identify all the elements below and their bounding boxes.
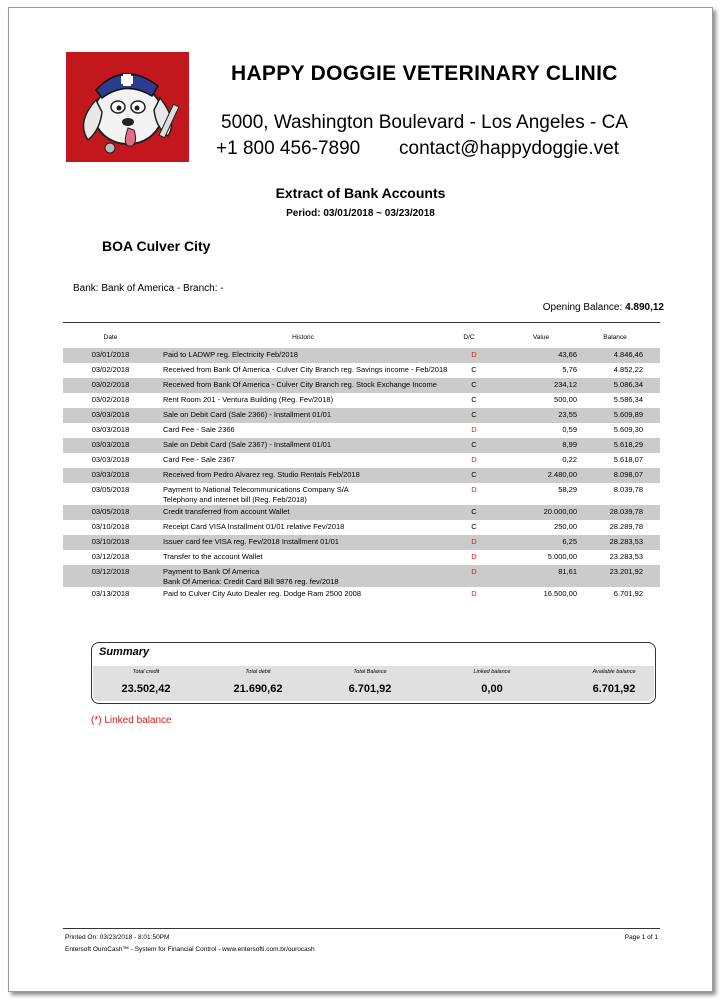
row-date: 03/03/2018	[91, 470, 130, 479]
summary-total-credit	[91, 669, 201, 695]
table-row	[63, 408, 660, 423]
total-credit-label: Total credit	[132, 669, 160, 675]
row-historic	[158, 394, 453, 405]
table-body	[63, 348, 660, 602]
summary-linked-balance	[437, 669, 547, 695]
row-date: 03/10/2018	[91, 537, 130, 546]
row-balance: 5.609,89	[613, 410, 643, 419]
linked-balance-value: 0,00	[481, 683, 503, 695]
opening-balance	[543, 302, 664, 313]
row-value: 23,55	[558, 410, 577, 419]
row-date: 03/03/2018	[91, 440, 130, 449]
row-date: 03/02/2018	[91, 365, 130, 374]
row-date: 03/05/2018	[91, 507, 130, 516]
row-dc: C	[471, 522, 477, 531]
row-value: 2.480,00	[547, 470, 577, 479]
summary-box	[91, 642, 656, 704]
table-row	[63, 550, 660, 565]
available-balance-label: Available balance	[592, 669, 636, 675]
clinic-address: 5000, Washington Boulevard - Los Angeles - CA	[221, 112, 628, 133]
row-dc: D	[471, 425, 477, 434]
row-value: 81,61	[558, 567, 577, 576]
report-period: Period: 03/01/2018 ~ 03/23/2018	[286, 208, 435, 219]
row-balance: 6.701,92	[613, 589, 643, 598]
row-balance: 5.618,29	[613, 440, 643, 449]
header-divider	[63, 322, 660, 323]
row-dc: D	[471, 537, 477, 546]
row-historic-line: Sale on Debit Card (Sale 2366) - Installment 01/01	[163, 410, 332, 419]
row-historic	[158, 588, 453, 599]
total-debit-label: Total debit	[245, 669, 271, 675]
summary-total-balance	[315, 669, 425, 695]
transactions-table	[63, 326, 660, 602]
header-dc: D/C	[463, 334, 475, 341]
row-historic	[158, 439, 453, 450]
row-value: 8,99	[562, 440, 577, 449]
row-historic-line: Received from Bank Of America - Culver City Branch reg. Savings income - Feb/2018	[163, 365, 448, 374]
summary-available-balance	[559, 669, 669, 695]
software-credit: Entersoft OuroCash™ - System for Financial Control - www.entersofti.com.br/ourocash	[65, 946, 315, 953]
row-balance: 8.039,78	[613, 485, 643, 494]
row-historic-line: Paid to LADWP reg. Electricity Feb/2018	[163, 350, 298, 359]
report-page	[8, 7, 713, 992]
row-balance: 5.086,34	[613, 380, 643, 389]
row-value: 5.000,00	[547, 552, 577, 561]
table-row	[63, 363, 660, 378]
row-balance: 4.846,46	[613, 350, 643, 359]
row-date: 03/03/2018	[91, 425, 130, 434]
table-header	[63, 326, 660, 348]
row-historic-line: Payment to National Telecommunications Company S/A	[163, 485, 349, 494]
row-historic	[158, 364, 453, 375]
row-historic	[158, 454, 453, 465]
row-historic	[158, 424, 453, 435]
opening-balance-label: Opening Balance:	[542, 302, 623, 313]
clinic-name: HAPPY DOGGIE VETERINARY CLINIC	[231, 62, 618, 85]
linked-balance-note: (*) Linked balance	[91, 715, 172, 726]
row-historic	[158, 379, 453, 390]
row-date: 03/12/2018	[91, 552, 130, 561]
table-row	[63, 348, 660, 363]
row-historic	[158, 484, 453, 505]
row-historic	[158, 521, 453, 532]
row-dc: C	[471, 365, 477, 374]
summary-title: Summary	[99, 646, 150, 658]
row-value: 16.500,00	[543, 589, 577, 598]
row-historic-line: Credit transferred from account Wallet	[163, 507, 290, 516]
row-date: 03/13/2018	[91, 589, 130, 598]
opening-balance-value: 4.890,12	[625, 302, 664, 313]
row-dc: C	[471, 410, 477, 419]
row-date: 03/01/2018	[91, 350, 130, 359]
table-row	[63, 468, 660, 483]
row-historic	[158, 349, 453, 360]
row-date: 03/03/2018	[91, 410, 130, 419]
row-historic-line: Transfer to the account Wallet	[163, 552, 263, 561]
total-balance-value: 6.701,92	[348, 683, 392, 695]
row-dc: C	[471, 380, 477, 389]
row-historic	[158, 551, 453, 562]
row-dc: C	[471, 395, 477, 404]
row-value: 0,22	[562, 455, 577, 464]
header-historic: Historic	[292, 333, 314, 341]
row-dc: D	[471, 350, 477, 359]
row-balance: 5.586,34	[613, 395, 643, 404]
clinic-logo	[66, 52, 189, 162]
row-balance: 23.201,92	[609, 567, 643, 576]
linked-balance-label: Linked balance	[473, 669, 511, 675]
table-row	[63, 587, 660, 602]
total-debit-value: 21.690,62	[233, 683, 283, 695]
row-historic	[158, 409, 453, 420]
row-dc: C	[471, 440, 477, 449]
row-historic	[158, 506, 453, 517]
row-balance: 8.098,07	[613, 470, 643, 479]
row-value: 6,25	[562, 537, 577, 546]
row-dc: C	[471, 470, 477, 479]
table-row	[63, 505, 660, 520]
row-historic-line: Payment to Bank Of America	[163, 567, 260, 576]
row-dc: D	[471, 552, 477, 561]
report-title: Extract of Bank Accounts	[275, 185, 446, 201]
row-historic-line: Sale on Debit Card (Sale 2367) - Installment 01/01	[163, 440, 332, 449]
account-name: BOA Culver City	[102, 238, 211, 254]
printed-on: Printed On: 03/23/2018 - 8:01:50PM	[65, 934, 170, 941]
table-row	[63, 438, 660, 453]
row-value: 43,66	[558, 350, 577, 359]
table-row	[63, 453, 660, 468]
row-historic-line: Received from Pedro Alvarez reg. Studio Rentals Feb/2018	[163, 470, 360, 479]
page-number: Page 1 of 1	[624, 934, 658, 941]
row-value: 58,29	[558, 485, 577, 494]
row-value: 250,00	[554, 522, 577, 531]
row-date: 03/05/2018	[91, 485, 130, 494]
row-historic-line: Paid to Culver City Auto Dealer reg. Dodge Ram 2500 2008	[163, 589, 362, 598]
row-balance: 5.609,30	[613, 425, 643, 434]
row-dc: D	[471, 589, 477, 598]
row-balance: 28.289,78	[609, 522, 643, 531]
row-dc: C	[471, 507, 477, 516]
available-balance-value: 6.701,92	[592, 683, 636, 695]
total-credit-value: 23.502,42	[121, 683, 171, 695]
dog-doctor-icon	[66, 52, 189, 162]
row-value: 234,12	[554, 380, 577, 389]
bank-line: Bank: Bank of America - Branch: -	[73, 283, 224, 294]
row-balance: 28.039,78	[609, 507, 643, 516]
row-value: 0,59	[562, 425, 577, 434]
row-historic-line: Received from Bank Of America - Culver City Branch reg. Stock Exchange Income	[163, 380, 437, 389]
row-date: 03/10/2018	[91, 522, 130, 531]
row-balance: 23.283,53	[609, 552, 643, 561]
row-historic-line-2: Bank Of America: Credit Card Bill 9876 reg. fev/2018	[163, 577, 339, 586]
footer-divider	[63, 928, 660, 929]
clinic-phone: +1 800 456-7890	[216, 138, 361, 159]
table-row	[63, 535, 660, 550]
header-balance: Balance	[603, 334, 627, 341]
row-dc: D	[471, 567, 477, 576]
row-historic	[158, 536, 453, 547]
row-date: 03/03/2018	[91, 455, 130, 464]
table-row	[63, 393, 660, 408]
row-historic-line-2: Telephony and internet bill (Reg. Feb/2018)	[163, 495, 307, 504]
table-row	[63, 565, 660, 587]
row-historic-line: Card Fee - Sale 2366	[163, 425, 235, 434]
header-value: Value	[532, 334, 550, 341]
clinic-email: contact@happydoggie.vet	[399, 138, 619, 159]
row-historic-line: Issuer card fee VISA reg. Fev/2018 Installment 01/01	[163, 537, 339, 546]
row-dc: D	[471, 485, 477, 494]
row-date: 03/02/2018	[91, 380, 130, 389]
row-historic-line: Card Fee - Sale 2367	[163, 455, 235, 464]
table-row	[63, 483, 660, 505]
summary-band	[93, 666, 654, 701]
row-date: 03/12/2018	[91, 567, 130, 576]
row-historic	[158, 469, 453, 480]
row-value: 500,00	[554, 395, 577, 404]
table-row	[63, 378, 660, 393]
row-balance: 5.618,07	[613, 455, 643, 464]
row-balance: 4.852,22	[613, 365, 643, 374]
row-dc: D	[471, 455, 477, 464]
row-value: 20.000,00	[543, 507, 577, 516]
summary-total-debit	[203, 669, 313, 695]
table-row	[63, 423, 660, 438]
row-date: 03/02/2018	[91, 395, 130, 404]
row-historic	[158, 566, 453, 587]
total-balance-label: Total Balance	[353, 669, 387, 675]
table-row	[63, 520, 660, 535]
row-balance: 28.283,53	[609, 537, 643, 546]
row-value: 5,76	[562, 365, 577, 374]
header-date: Date	[103, 334, 118, 341]
row-historic-line: Rent Room 201 - Ventura Building (Reg. Fev/2018)	[163, 395, 334, 404]
row-historic-line: Receipt Card VISA Installment 01/01 relative Fev/2018	[163, 522, 345, 531]
